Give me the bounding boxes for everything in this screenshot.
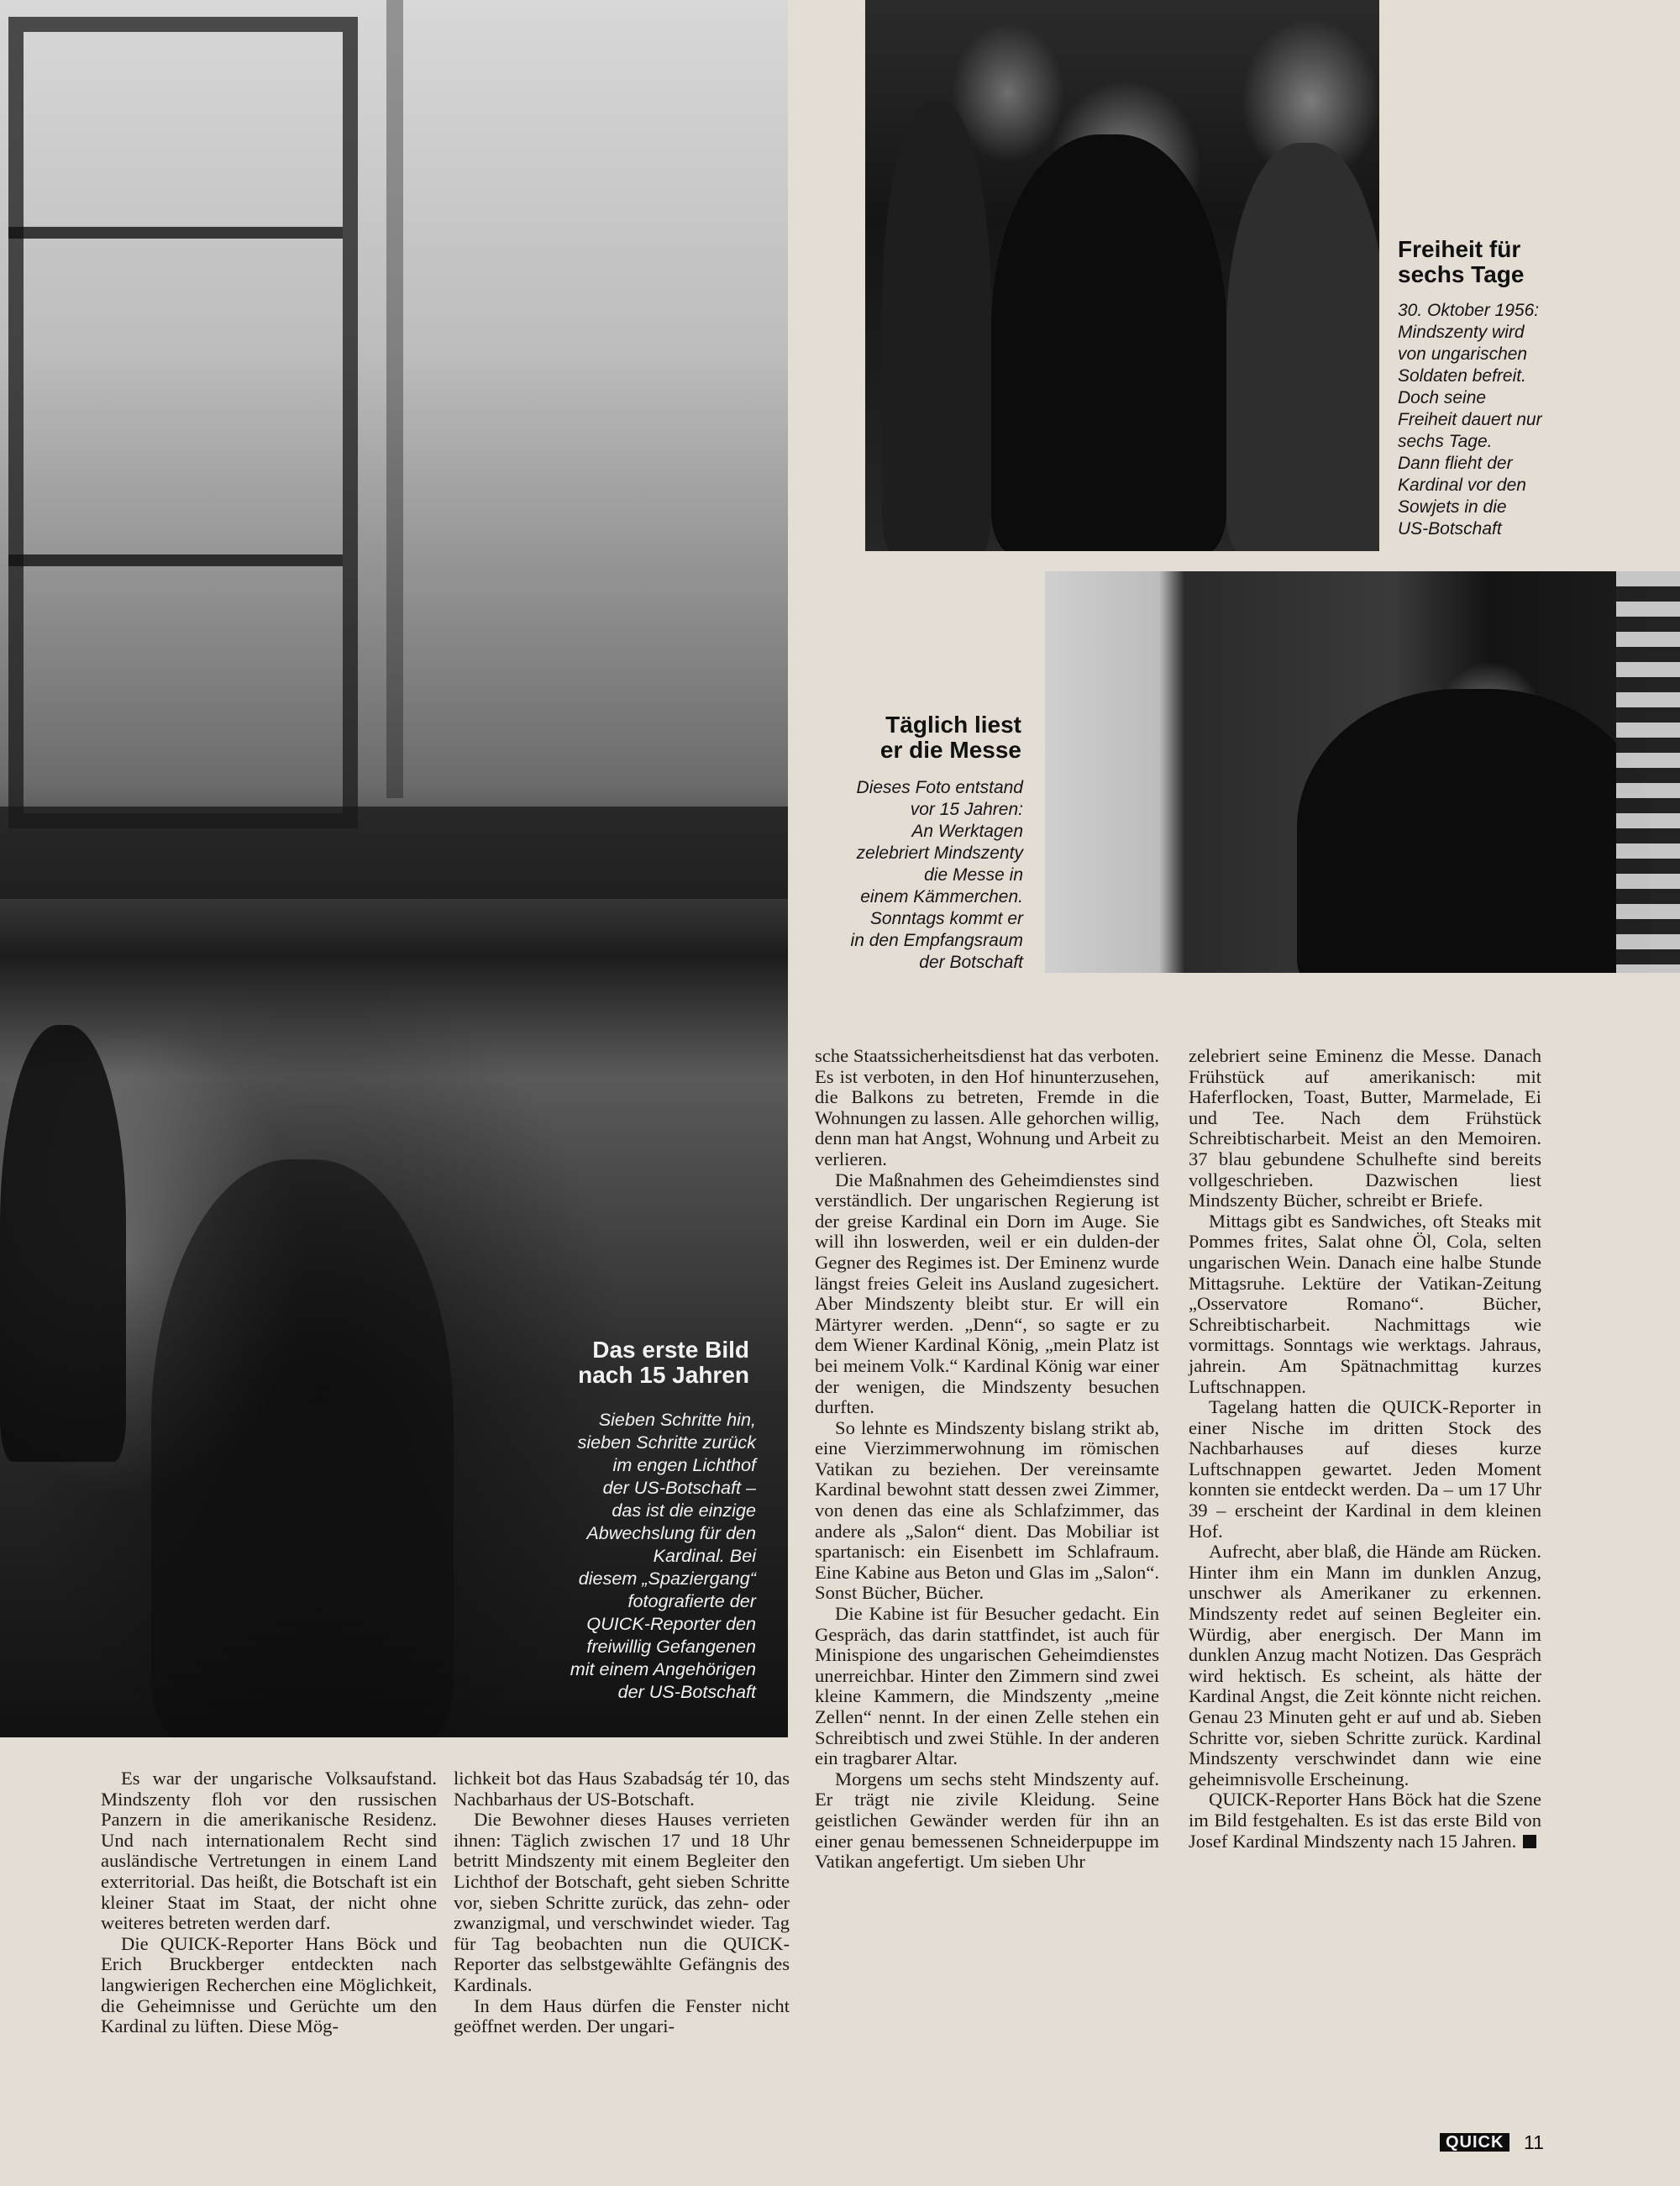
caption-line: sechs Tage. xyxy=(1398,432,1493,451)
caption-erstes-bild-title xyxy=(420,1337,749,1388)
caption-line: Dieses Foto entstand xyxy=(856,778,1023,797)
caption-line: sieben Schritte zurück xyxy=(577,1432,756,1453)
end-mark xyxy=(1523,1835,1536,1848)
pillar-shadow xyxy=(386,0,403,798)
flag-stripes xyxy=(1616,571,1680,973)
paragraph: sche Staatssicherheitsdienst hat das verboten. Es ist verboten, in den Hof hinunterzusehen, die Balkons zu betreten, Fremde in die Wohnungen zu lassen. Alle gehorchen willig, denn man hat Angst, Wohnung und Arbeit zu verlieren. xyxy=(815,1045,1159,1169)
page-number: 11 xyxy=(1524,2131,1544,2153)
cardinal-mass-photo xyxy=(1045,571,1680,973)
caption-line: Mindszenty wird xyxy=(1398,323,1525,342)
caption-line: mit einem Angehörigen xyxy=(570,1658,756,1679)
caption-erstes-bild-text xyxy=(437,1408,756,1703)
caption-line: fotografierte der xyxy=(627,1590,756,1611)
window-bar xyxy=(8,227,343,239)
caption-line: Sonntags kommt er xyxy=(869,909,1023,928)
caption-title-line: sechs Tage xyxy=(1398,261,1525,287)
paragraph: Die Kabine ist für Besucher gedacht. Ein Gespräch, das darin stattfindet, ist auch für Minispione des ungarischen Geheimdienstes unerreichbar. Hinter den Zimmern sind zwei kleine Kammern, die Mindszenty „meine Zellen“ nennt. In der einen Zelle stehen ein Schreibtisch und zwei Stühle. In der anderen ein tragbarer Altar. xyxy=(815,1603,1159,1769)
caption-line: Doch seine xyxy=(1398,388,1487,407)
caption-freiheit-title xyxy=(1398,237,1650,287)
caption-line: in den Empfangsraum xyxy=(850,931,1023,950)
courtyard-photo xyxy=(0,0,788,1737)
caption-line: Soldaten befreit. xyxy=(1398,366,1526,386)
paragraph: Die Maßnahmen des Geheimdienstes sind verständlich. Der ungarischen Regierung ist der greise Kardinal ein Dorn im Auge. Sie will ihn loswerden, weil er ein dulden-der Gegner des Regimes ist. Der Eminenz wurde längst freies Geleit ins Ausland zugesichert. Aber Mindszenty bleibt stur. Er will ein Märtyrer werden. „Denn“, so sagte er zu dem Wiener Kardinal König, „mein Platz ist bei meinem Volk.“ Kardinal König war einer der wenigen, die Mindszenty besuchen durften. xyxy=(815,1169,1159,1418)
caption-line: Kardinal. Bei xyxy=(653,1545,756,1566)
paragraph: Die Bewohner dieses Hauses verrieten ihnen: Täglich zwischen 17 und 18 Uhr betritt Mindszenty mit einem Begleiter den Lichthof der Botschaft, geht sieben Schritte vor, sieben Schritte zurück, das zehn- oder zwanzigmal, und verschwindet wieder. Tag für Tag beobachten nun die QUICK-Reporter das selbstgewählte Gefängnis des Kardinals. xyxy=(454,1809,790,1995)
caption-line: QUICK-Reporter den xyxy=(586,1613,756,1634)
article-column-2 xyxy=(454,1768,790,2037)
paragraph: In dem Haus dürfen die Fenster nicht geöffnet werden. Der ungari- xyxy=(454,1994,790,2037)
caption-messe-title xyxy=(764,712,1021,763)
figure-silhouette xyxy=(1226,143,1379,551)
figure-silhouette xyxy=(882,101,991,551)
caption-line: einem Kämmerchen. xyxy=(860,887,1023,906)
figure-silhouette xyxy=(151,1159,454,1737)
caption-line: der US-Botschaft – xyxy=(602,1477,756,1498)
article-column-3 xyxy=(815,1046,1159,1873)
paragraph: So lehnte es Mindszenty bislang strikt ab, eine Vierzimmerwohnung im römischen Vatikan zu beziehen. Der vereinsamte Kardinal bewohnt statt dessen zwei Zimmer, von denen das eine als Schlafzimmer, das andere als „Salon“ dient. Das Mobiliar ist spartanisch: ein Eisenbett im Schlafraum. Eine Kabine aus Beton und Glas im „Salon“. Sonst Bücher, Bücher. xyxy=(815,1416,1159,1604)
caption-messe-text xyxy=(748,777,1023,974)
quick-logo: QUICK xyxy=(1440,2133,1509,2152)
caption-line: An Werktagen xyxy=(911,822,1023,841)
paragraph: Es war der ungarische Volksaufstand. Mindszenty floh vor den russischen Panzern in die amerikanische Residenz. Und nach internationalem Recht sind ausländische Vertretungen in einem Land exterritorial. Das heißt, die Botschaft ist ein kleiner Staat im Staat, der nicht ohne weiteres betreten werden darf. xyxy=(101,1768,437,1934)
caption-line: Sieben Schritte hin, xyxy=(598,1409,756,1430)
figure-silhouette xyxy=(0,1025,126,1462)
caption-line: vor 15 Jahren: xyxy=(910,800,1023,819)
caption-title-line: nach 15 Jahren xyxy=(578,1362,749,1388)
caption-title-line: Freiheit für xyxy=(1398,236,1521,262)
paragraph: Morgens um sechs steht Mindszenty auf. Er trägt nie zivile Kleidung. Seine geistlichen Gewänder werden für ihn an einer genau bemessenen Schneiderpuppe im Vatikan angefertigt. Um sieben Uhr xyxy=(815,1768,1159,1873)
caption-line: Dann flieht der xyxy=(1398,454,1513,473)
figure-silhouette xyxy=(1297,689,1650,973)
paragraph: zelebriert seine Eminenz die Messe. Danach Frühstück auf amerikanisch: mit Haferflocken, Toast, Butter, Marmelade, Ei und Tee. Nach dem Frühstück Schreibtischarbeit. Meist an den Memoiren. 37 blau gebundene Schulhefte sind bereits vollgeschrieben. Dazwischen liest Mindszenty Bücher, schreibt er Briefe. xyxy=(1189,1045,1541,1211)
caption-line: Abwechslung für den xyxy=(586,1522,756,1543)
caption-line: US-Botschaft xyxy=(1398,519,1502,539)
caption-line: Freiheit dauert nur xyxy=(1398,410,1542,429)
caption-line: zelebriert Mindszenty xyxy=(856,843,1023,863)
caption-title-line: Täglich liest xyxy=(885,712,1021,738)
paragraph: Die QUICK-Reporter Hans Böck und Erich Bruckberger entdeckten nach langwierigen Recherchen eine Möglichkeit, die Geheimnisse und Gerüchte um den Kardinal zu lüften. Diese Mög- xyxy=(101,1932,437,2037)
sill-shadow xyxy=(0,807,788,899)
window-bar xyxy=(8,554,343,566)
paragraph: QUICK-Reporter Hans Böck hat die Szene im Bild festgehalten. Es ist das erste Bild von Josef Kardinal Mindszenty nach 15 Jahren. xyxy=(1189,1789,1541,1852)
caption-line: der Botschaft xyxy=(919,953,1023,972)
caption-freiheit-text xyxy=(1398,300,1675,540)
caption-title-line: er die Messe xyxy=(879,737,1021,763)
paragraph: Tagelang hatten die QUICK-Reporter in einer Nische im dritten Stock des Nachbarhauses auf dieses kurze Luftschnappen gewartet. Jeden Moment konnten sie entdeckt werden. Da – um 17 Uhr 39 – erscheint der Kardinal in dem kleinen Hof. xyxy=(1189,1396,1541,1542)
caption-line: freiwillig Gefangenen xyxy=(586,1636,756,1657)
paragraph: Mittags gibt es Sandwiches, oft Steaks mit Pommes frites, Salat ohne Öl, Cola, selten ungarischen Wein. Danach eine halbe Stunde Mittagsruhe. Lektüre der Vatikan-Zeitung „Osservatore Romano“. Bücher, Schreibtischarbeit. Nachmittags wie vormittags. Sonntags wie werktags. Jahraus, jahrein. Am Spätnachmittag kurzes Luftschnappen. xyxy=(1189,1210,1541,1397)
article-column-4 xyxy=(1189,1046,1541,1852)
caption-title-line: Das erste Bild xyxy=(592,1337,749,1363)
figure-silhouette xyxy=(991,134,1226,551)
caption-line: die Messe in xyxy=(924,865,1023,885)
caption-line: Sowjets in die xyxy=(1398,497,1507,517)
caption-line: Kardinal vor den xyxy=(1398,476,1526,495)
paragraph: lichkeit bot das Haus Szabadság tér 10, das Nachbarhaus der US-Botschaft. xyxy=(454,1768,790,1810)
paragraph: Aufrecht, aber blaß, die Hände am Rücken. Hinter ihm ein Mann im dunklen Anzug, unschwer als Amerikaner zu erkennen. Mindszenty redet auf seinen Begleiter ein. Würdig, aber energisch. Der Mann im dunklen Anzug macht Notizen. Das Gespräch wird hektisch. Es scheint, als hätte der Kardinal Angst, die Zeit könnte nicht reichen. Genau 23 Minuten geht er auf und ab. Sieben Schritte vor, sieben Schritte zurück. Kardinal Mindszenty verschwindet dann wie eine geheimnisvolle Erscheinung. xyxy=(1189,1541,1541,1789)
caption-line: das ist die einzige xyxy=(612,1500,756,1521)
caption-line: der US-Botschaft xyxy=(617,1681,756,1702)
caption-line: von ungarischen xyxy=(1398,344,1528,364)
caption-line: diesem „Spaziergang“ xyxy=(578,1568,756,1589)
caption-line: im engen Lichthof xyxy=(612,1454,756,1475)
caption-line: 30. Oktober 1956: xyxy=(1398,301,1540,320)
article-column-1 xyxy=(101,1768,437,2037)
window-frame xyxy=(8,17,358,828)
cardinal-soldiers-photo xyxy=(865,0,1379,551)
